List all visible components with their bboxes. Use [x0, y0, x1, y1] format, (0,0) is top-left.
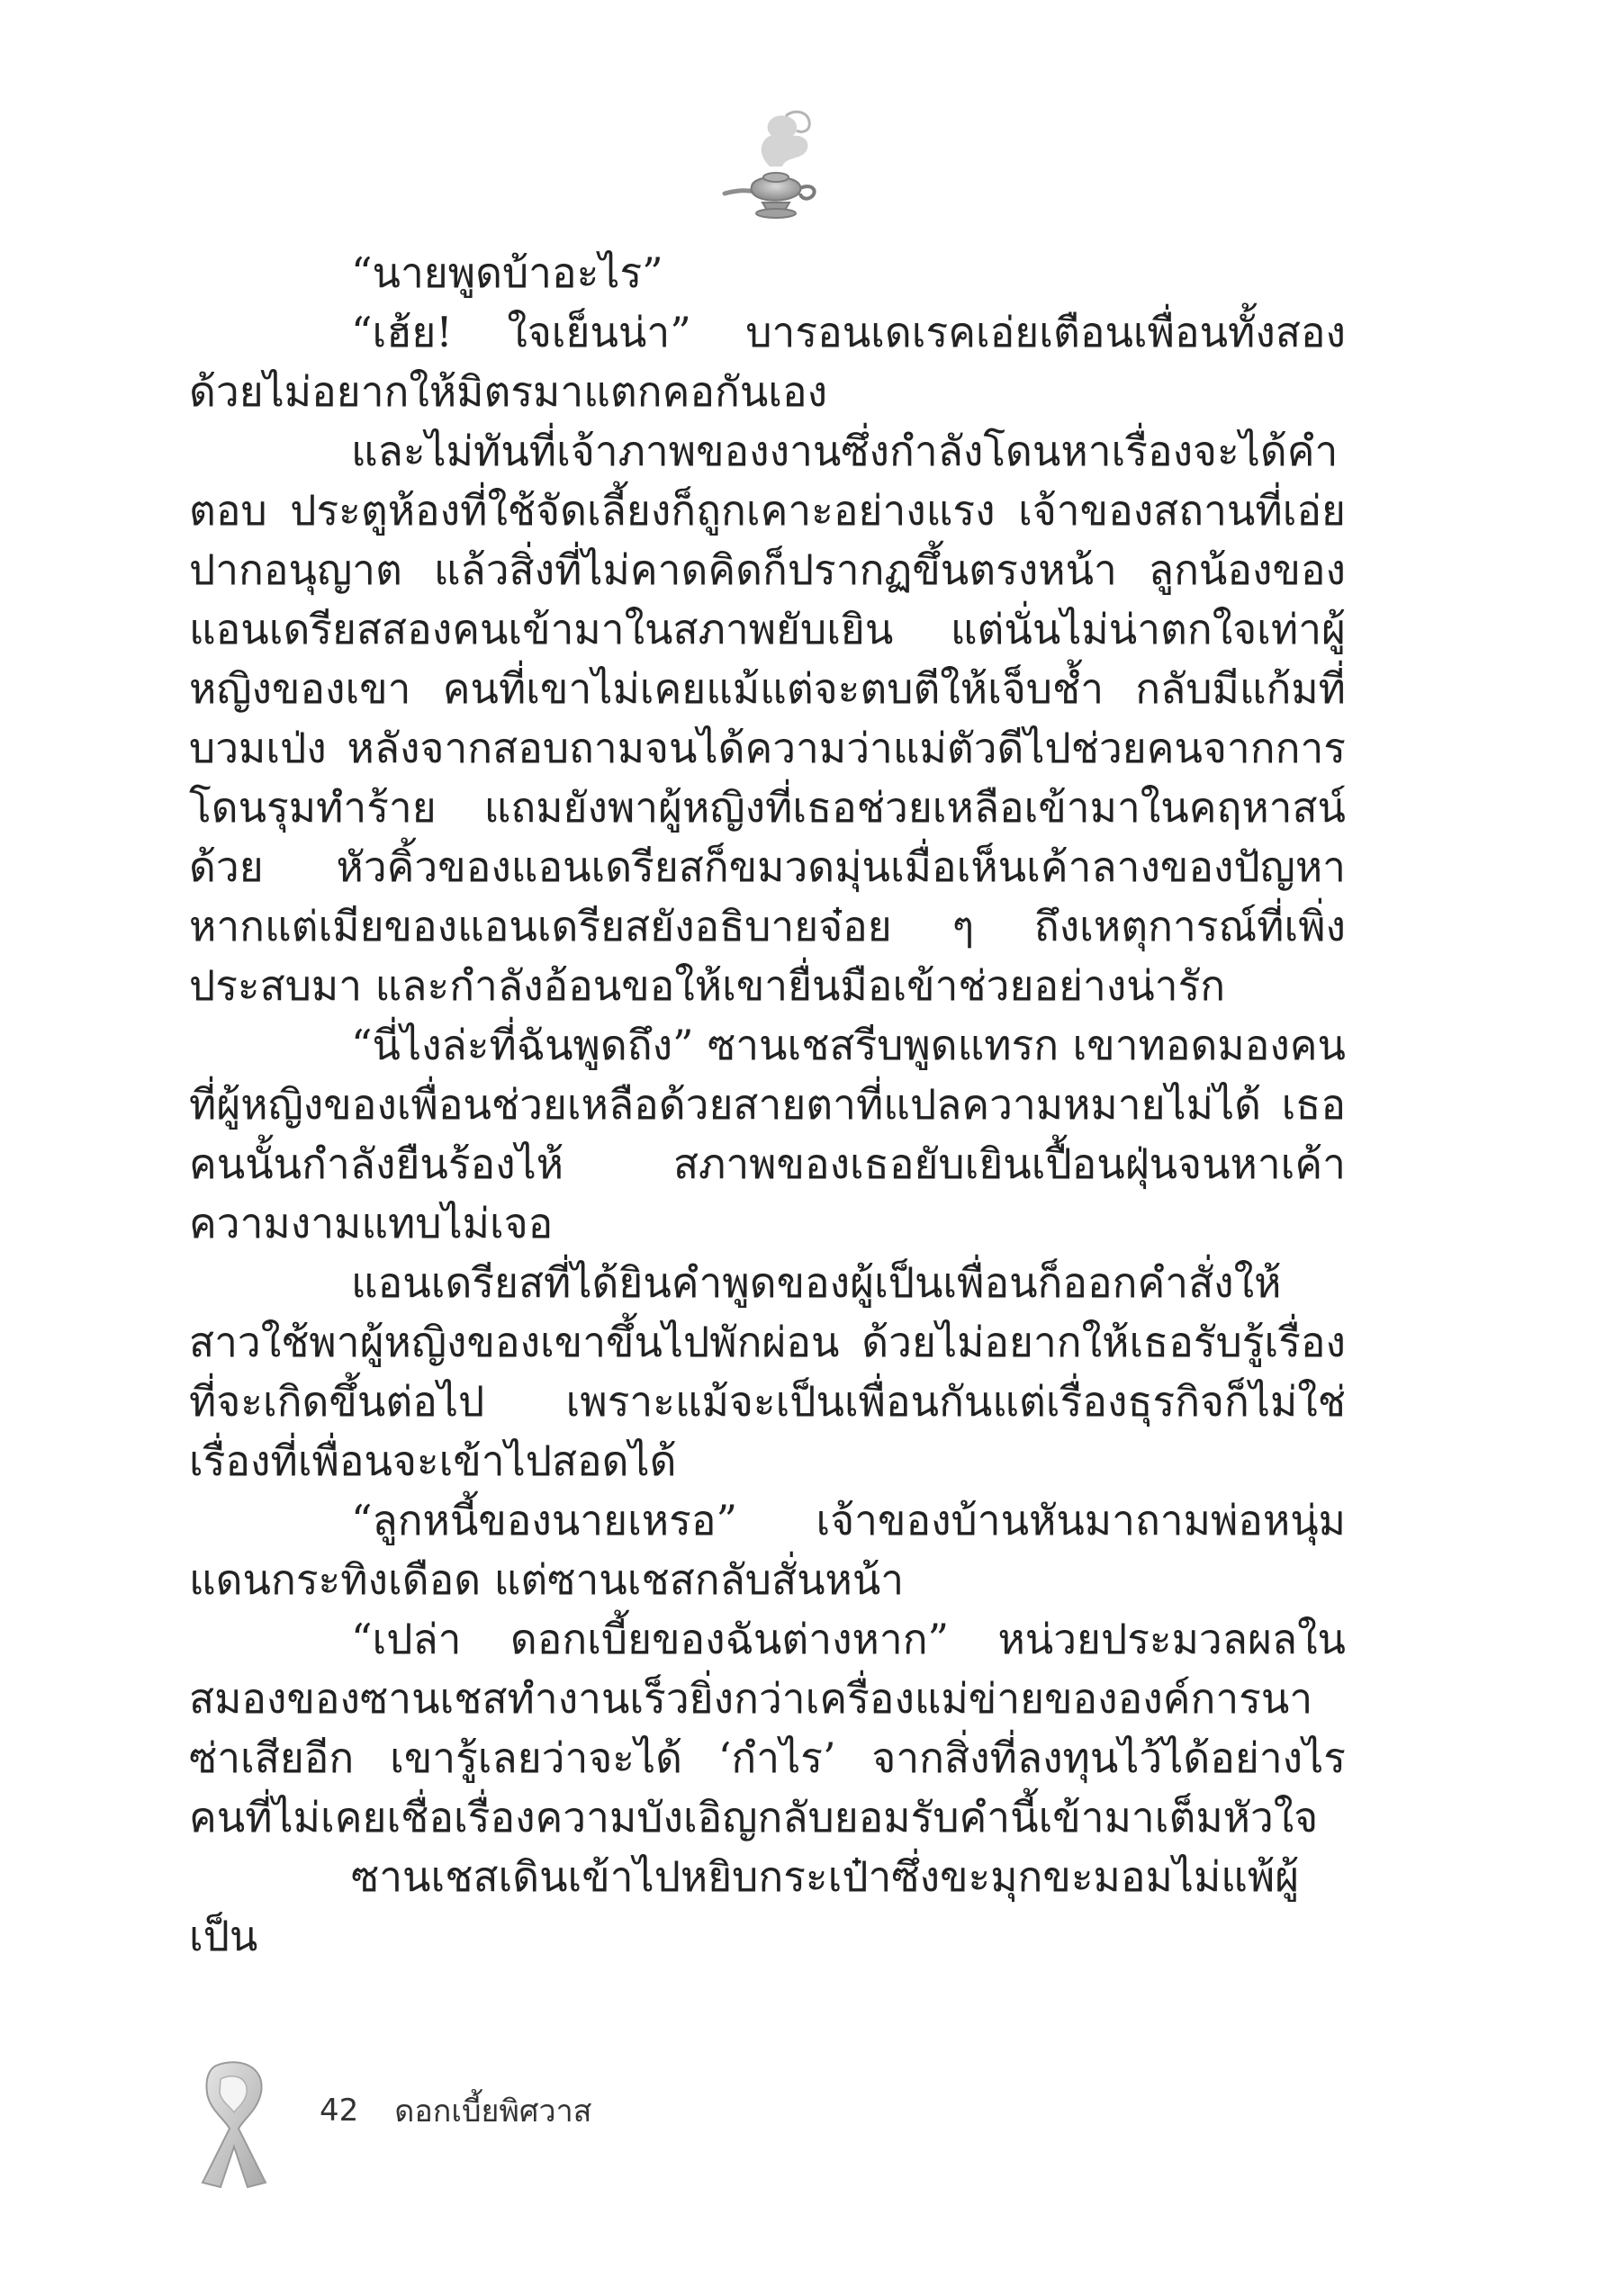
book-title: ดอกเบี้ยพิศวาส	[394, 2093, 592, 2129]
paragraph: “ลูกหนี้ของนายเหรอ” เจ้าของบ้านหันมาถามพ่อหนุ่มแดนกระทิงเดือด แต่ซานเชสกลับสั่นหน้า	[189, 1496, 1346, 1604]
page-number: 42	[320, 2093, 359, 2129]
paragraph: แอนเดรียสที่ได้ยินคำพูดของผู้เป็นเพื่อนก็ออกคำสั่งให้สาวใช้พาผู้หญิงของเขาขึ้นไปพักผ่อน ด้วยไม่อยากให้เธอรับรู้เรื่องที่จะเกิดขึ้นต่อไป เพราะแม้จะเป็นเพื่อนกันแต่เรื่องธุรกิจก็ไม่ใช่เรื่องที่เพื่อนจะเข้าไปสอดได้	[189, 1258, 1346, 1485]
paragraph: “นายพูดบ้าอะไร”	[351, 248, 663, 297]
ribbon-icon	[189, 2057, 288, 2192]
paragraph: ซานเชสเดินเข้าไปหยิบกระเป๋าซึ่งขะมุกขะมอมไม่แพ้ผู้เป็น	[189, 1852, 1300, 1960]
body-text	[189, 243, 1346, 1966]
paragraph: “เฮ้ย! ใจเย็นน่า” บารอนเดเรคเอ่ยเตือนเพื่อนทั้งสอง ด้วยไม่อยากให้มิตรมาแตกคอกันเอง	[189, 308, 1346, 416]
paragraph: “นี่ไงล่ะที่ฉันพูดถึง” ซานเชสรีบพูดแทรก เขาทอดมองคนที่ผู้หญิงของเพื่อนช่วยเหลือด้วยสายตาที่แปลความหมายไม่ได้ เธอคนนั้นกำลังยืนร้องไห้ สภาพของเธอยับเยินเปื้อนฝุ่นจนหาเค้าความงามแทบไม่เจอ	[189, 1021, 1346, 1247]
paragraph: และไม่ทันที่เจ้าภาพของงานซึ่งกำลังโดนหาเรื่องจะได้คำตอบ ประตูห้องที่ใช้จัดเลี้ยงก็ถูกเคาะอย่างแรง เจ้าของสถานที่เอ่ยปากอนุญาต แล้วสิ่งที่ไม่คาดคิดก็ปรากฏขึ้นตรงหน้า ลูกน้องของแอนเดรียสสองคนเข้ามาในสภาพยับเยิน แต่นั่นไม่น่าตกใจเท่าผู้หญิงของเขา คนที่เขาไม่เคยแม้แต่จะตบตีให้เจ็บช้ำ กลับมีแก้มที่บวมเป่ง หลังจากสอบถามจนได้ความว่าแม่ตัวดีไปช่วยคนจากการโดนรุมทำร้าย แถมยังพาผู้หญิงที่เธอช่วยเหลือเข้ามาในคฤหาสน์ด้วย หัวคิ้วของแอนเดรียสก็ขมวดมุ่นเมื่อเห็นเค้าลางของปัญหา หากแต่เมียของแอนเดรียสยังอธิบายจ๋อย ๆ ถึงเหตุการณ์ที่เพิ่งประสบมา และกำลังอ้อนขอให้เขายื่นมือเข้าช่วยอย่างน่ารัก	[189, 427, 1346, 1010]
paragraph: “เปล่า ดอกเบี้ยของฉันต่างหาก” หน่วยประมวลผลในสมองของซานเชสทำงานเร็วยิ่งกว่าเครื่องแม่ข่ายขององค์การนาซ่าเสียอีก เขารู้เลยว่าจะได้ ‘กำไร’ จากสิ่งที่ลงทุนไว้ได้อย่างไร คนที่ไม่เคยเชื่อเรื่องความบังเอิญกลับยอมรับคำนี้เข้ามาเต็มหัวใจ	[189, 1615, 1346, 1841]
page-footer	[189, 2057, 591, 2165]
genie-lamp-icon	[707, 104, 842, 230]
